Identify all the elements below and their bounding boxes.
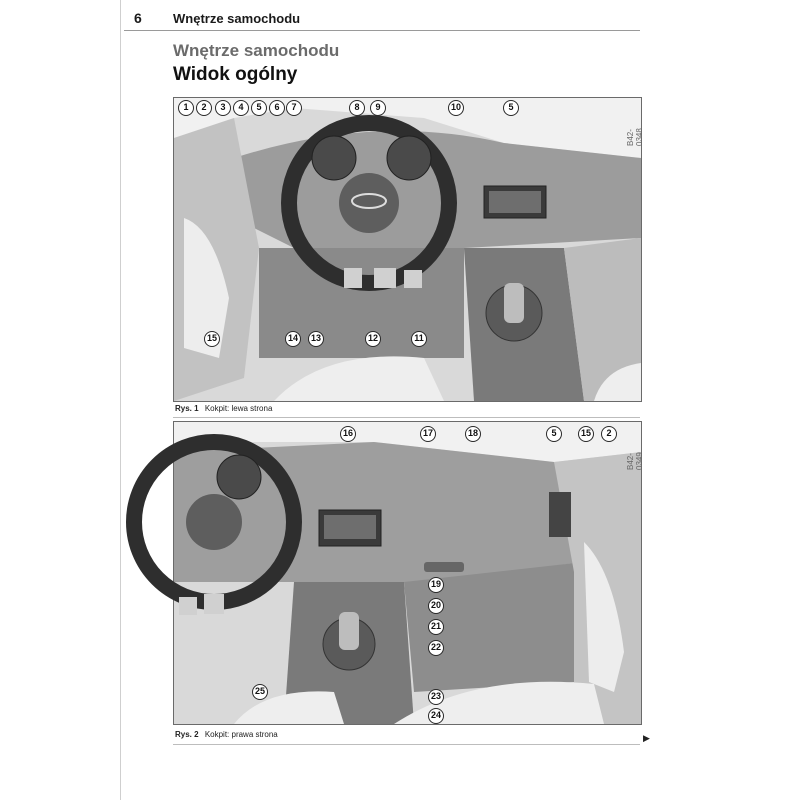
callout: 22 — [428, 640, 444, 656]
figure-1-caption — [175, 404, 272, 413]
callout: 10 — [448, 100, 464, 116]
callout: 5 — [503, 100, 519, 116]
caption-label: Rys. 2 — [175, 730, 199, 739]
callout: 2 — [196, 100, 212, 116]
figure-cockpit-left — [173, 97, 642, 402]
callout: 23 — [428, 689, 444, 705]
page-number: 6 — [134, 10, 142, 26]
header-divider — [124, 30, 640, 31]
callout: 19 — [428, 577, 444, 593]
callout: 17 — [420, 426, 436, 442]
callout: 5 — [251, 100, 267, 116]
callout: 13 — [308, 331, 324, 347]
caption-label: Rys. 1 — [175, 404, 199, 413]
callout: 25 — [252, 684, 268, 700]
callout: 8 — [349, 100, 365, 116]
cockpit-right-illustration — [174, 422, 641, 724]
caption-divider — [173, 744, 640, 745]
callout: 18 — [465, 426, 481, 442]
figure-code: B42-0348 — [626, 128, 644, 146]
caption-text: Kokpit: prawa strona — [204, 730, 278, 739]
callout: 15 — [578, 426, 594, 442]
callout: 20 — [428, 598, 444, 614]
callout: 3 — [215, 100, 231, 116]
callout: 9 — [370, 100, 386, 116]
callout: 15 — [204, 331, 220, 347]
running-header-title: Wnętrze samochodu — [173, 11, 301, 26]
figure-code: B42-0349 — [626, 452, 644, 470]
triangle-right-icon: ▶ — [643, 733, 650, 743]
callout: 4 — [233, 100, 249, 116]
subsection-title: Widok ogólny — [173, 64, 298, 85]
callout: 11 — [411, 331, 427, 347]
callout: 12 — [365, 331, 381, 347]
callout: 14 — [285, 331, 301, 347]
figure-cockpit-right — [173, 421, 642, 725]
callout: 2 — [601, 426, 617, 442]
page-margin-rule — [120, 0, 121, 800]
callout: 1 — [178, 100, 194, 116]
callout: 21 — [428, 619, 444, 635]
callout: 6 — [269, 100, 285, 116]
section-title: Wnętrze samochodu — [173, 41, 340, 60]
callout: 7 — [286, 100, 302, 116]
callout: 24 — [428, 708, 444, 724]
callout: 16 — [340, 426, 356, 442]
cockpit-left-illustration — [174, 98, 641, 401]
figure-2-caption — [175, 730, 278, 739]
caption-text: Kokpit: lewa strona — [204, 404, 273, 413]
caption-divider — [173, 417, 640, 418]
callout: 5 — [546, 426, 562, 442]
